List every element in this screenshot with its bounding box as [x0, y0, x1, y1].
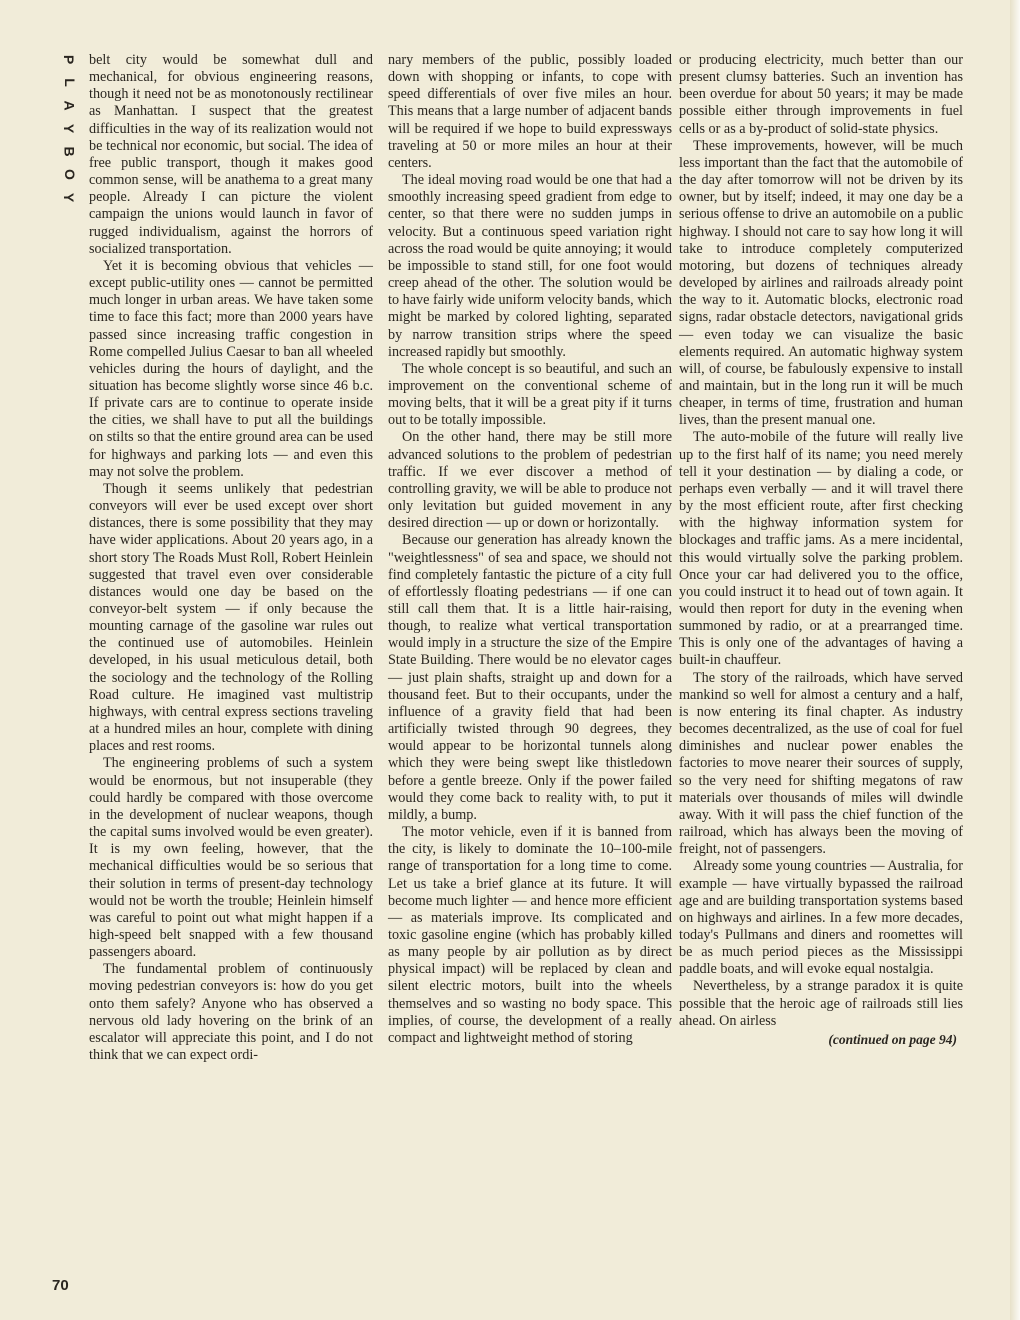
masthead-letter: P	[61, 54, 78, 65]
masthead-letter: Y	[61, 192, 78, 203]
body-paragraph: or producing electricity, much better than our present clumsy batteries. Such an invention has been overdue for about 50 years; it may be made possible either through improvements in fuel cells or as a by-product of solid-state physics.	[679, 52, 963, 137]
body-paragraph: Though it seems unlikely that pedestrian conveyors will ever be used except over short distances, there is some possibility that they may have wider applications. About 20 years ago, in a short story The Roads Must Roll, Robert Heinlein suggested that travel even over considerable distances would one day be based on the conveyor-belt system — if only because the mounting carnage of the gasoline war rules out the continued use of automobiles. Heinlein developed, in his usual meticulous detail, both the sociology and the technology of the Rolling Road culture. He imagined vast multistrip highways, with central express sections traveling at a hundred miles an hour, complete with dining places and rest rooms.	[89, 480, 373, 755]
body-paragraph: The ideal moving road would be one that had a smoothly increasing speed gradient from edge to center, so that there were no sudden jumps in velocity. But a continuous speed variation right across the road would be quite annoying; it would be impossible to stand still, for one foot would creep ahead of the other. The solution would be to have fairly wide uniform velocity bands, which might be marked by colored lighting, separated by narrow transition strips where the speed increased rapidly but smoothly.	[388, 172, 672, 360]
body-paragraph: The motor vehicle, even if it is banned from the city, is likely to dominate the 10–100-mile range of transportation for a long time to come. Let us take a brief glance at its future. It will become much lighter — and hence more efficient — as materials improve. Its complicated and toxic gasoline engine (which has probably killed as many people by air pollution as by direct physical impact) will be replaced by clean and silent electric motors, built into the wheels themselves and so wasting no body space. This implies, of course, the development of a really compact and lightweight method of storing	[388, 824, 672, 1046]
masthead-letter: B	[61, 146, 78, 157]
text-column-1	[89, 52, 373, 1064]
body-paragraph: Because our generation has already known the "weightlessness" of sea and space, we should not find completely fantastic the picture of a city full of effortlessly floating pedestrians — if one can still call them that. It is a little hair-raising, though, to realize what vertical transportation would imply in a structure the size of the Empire State Building. There would be no elevator cages — just plain shafts, straight up and down for a thousand feet. But to their occupants, under the influence of a gravity field that had been artificially twisted through 90 degrees, they would appear to be horizontal tunnels along which they were being swept like thistledown before a gentle breeze. Only if the power failed would they come back to reality with, to put it mildly, a bump.	[388, 532, 672, 823]
masthead-letter: O	[61, 169, 78, 180]
body-paragraph: These improvements, however, will be much less important than the fact that the automobile of the day after tomorrow will not be driven by its owner, but by itself; indeed, it may one day be a serious offense to drive an automobile on a public highway. I should not care to say how long it will take to introduce completely computerized motoring, but dozens of techniques already developed by airlines and railroads already point the way to it. Automatic blocks, electronic road signs, radar obstacle detectors, navigational grids — even today we can visualize the basic elements required. An automatic highway system will, of course, be fabulously expensive to install and maintain, but in the long run it will be much cheaper, in terms of time, frustration and human lives, than the present manual one.	[679, 137, 963, 429]
body-paragraph: The story of the railroads, which have served mankind so well for almost a century and a half, is now entering its final chapter. As industry becomes decentralized, as the use of coal for fuel diminishes and nuclear power enables the factories to move nearer their sources of supply, so the very need for shifting megatons of raw materials over thousands of miles will dwindle away. With it will pass the chief function of the railroad, which has always been the moving of freight, not of passengers.	[679, 669, 963, 858]
body-paragraph: The whole concept is so beautiful, and such an improvement on the conventional scheme of moving belts, that it will be a great pity if it turns out to be totally impossible.	[388, 360, 672, 429]
continued-on-note: (continued on page 94)	[828, 1031, 957, 1047]
page-number: 70	[52, 1277, 69, 1294]
body-paragraph: nary members of the public, possibly loaded down with shopping or infants, to cope with speed differentials of over five miles an hour. This means that a large number of adjacent bands will be required if we hope to build expressways traveling at 50 or more miles an hour at their centers.	[388, 52, 672, 171]
text-column-2	[388, 52, 672, 1047]
body-paragraph: The auto-mobile of the future will really live up to the first half of its name; you need merely tell it your destination — by dialing a code, or perhaps even verbally — and it will travel there by the most efficient route, after first checking with the highway information system for blockages and traffic jams. As a mere incidental, this would virtually solve the parking problem. Once your car had delivered you to the office, you could instruct it to head out of town again. It would then report for duty in the evening when summoned by radio, or at a prearranged time. This is only one of the advantages of having a built-in chauffeur.	[679, 429, 963, 669]
body-paragraph: The engineering problems of such a system would be enormous, but not insuperable (they could hardly be compared with those overcome in the development of nuclear weapons, though the capital sums involved would be even greater). It is my own feeling, however, that the mechanical difficulties would be so serious that their solution in terms of present-day technology would not be worth the trouble; Heinlein himself was careful to point out what might happen if a high-speed belt snapped with a few thousand passengers aboard.	[89, 755, 373, 961]
body-paragraph: Nevertheless, by a strange paradox it is quite possible that the heroic age of railroads still lies ahead. On airless	[679, 978, 963, 1029]
body-paragraph: Already some young countries — Australia, for example — have virtually bypassed the railroad age and are building transportation systems based on highways and airlines. In a few more decades, today's Pullmans and diners and roomettes will be as much period pieces as the Mississippi paddle boats, and will evoke equal nostalgia.	[679, 858, 963, 978]
playboy-masthead	[60, 48, 78, 209]
body-paragraph: The fundamental problem of continuously moving pedestrian conveyors is: how do you get onto them safely? Anyone who has observed a nervous old lady hovering on the brink of an escalator will appreciate this point, and I do not think that we can expect ordi-	[89, 961, 373, 1064]
body-paragraph: On the other hand, there may be still more advanced solutions to the problem of pedestrian traffic. If we ever discover a method of controlling gravity, we will be able to produce not only levitation but guided movement in any desired direction — up or down or horizontally.	[388, 429, 672, 532]
body-paragraph: belt city would be somewhat dull and mechanical, for obvious engineering reasons, though it need not be as monotonously rectilinear as Manhattan. I suspect that the greatest difficulties in the way of its realization would not be technical nor economic, but social. The idea of free public transport, though it makes good common sense, will be anathema to a great many people. Already I can picture the violent campaign the unions would launch in favor of rugged individualism, against the horrors of socialized transportation.	[89, 52, 373, 257]
masthead-letter: A	[61, 100, 78, 111]
body-paragraph: Yet it is becoming obvious that vehicles — except public-utility ones — cannot be permitted much longer in urban areas. We have taken some time to face this fact; more than 2000 years have passed since increasing traffic congestion in Rome compelled Julius Caesar to ban all wheeled vehicles during the hours of daylight, and the situation has become slightly worse since 46 b.c. If private cars are to continue to operate inside the cities, we shall have to put all the buildings on stilts so that the entire ground area can be used for highways and parking lots — and even this may not solve the problem.	[89, 257, 373, 480]
text-column-3	[679, 52, 963, 1048]
masthead-letter: Y	[61, 123, 78, 134]
masthead-letter: L	[61, 78, 78, 87]
